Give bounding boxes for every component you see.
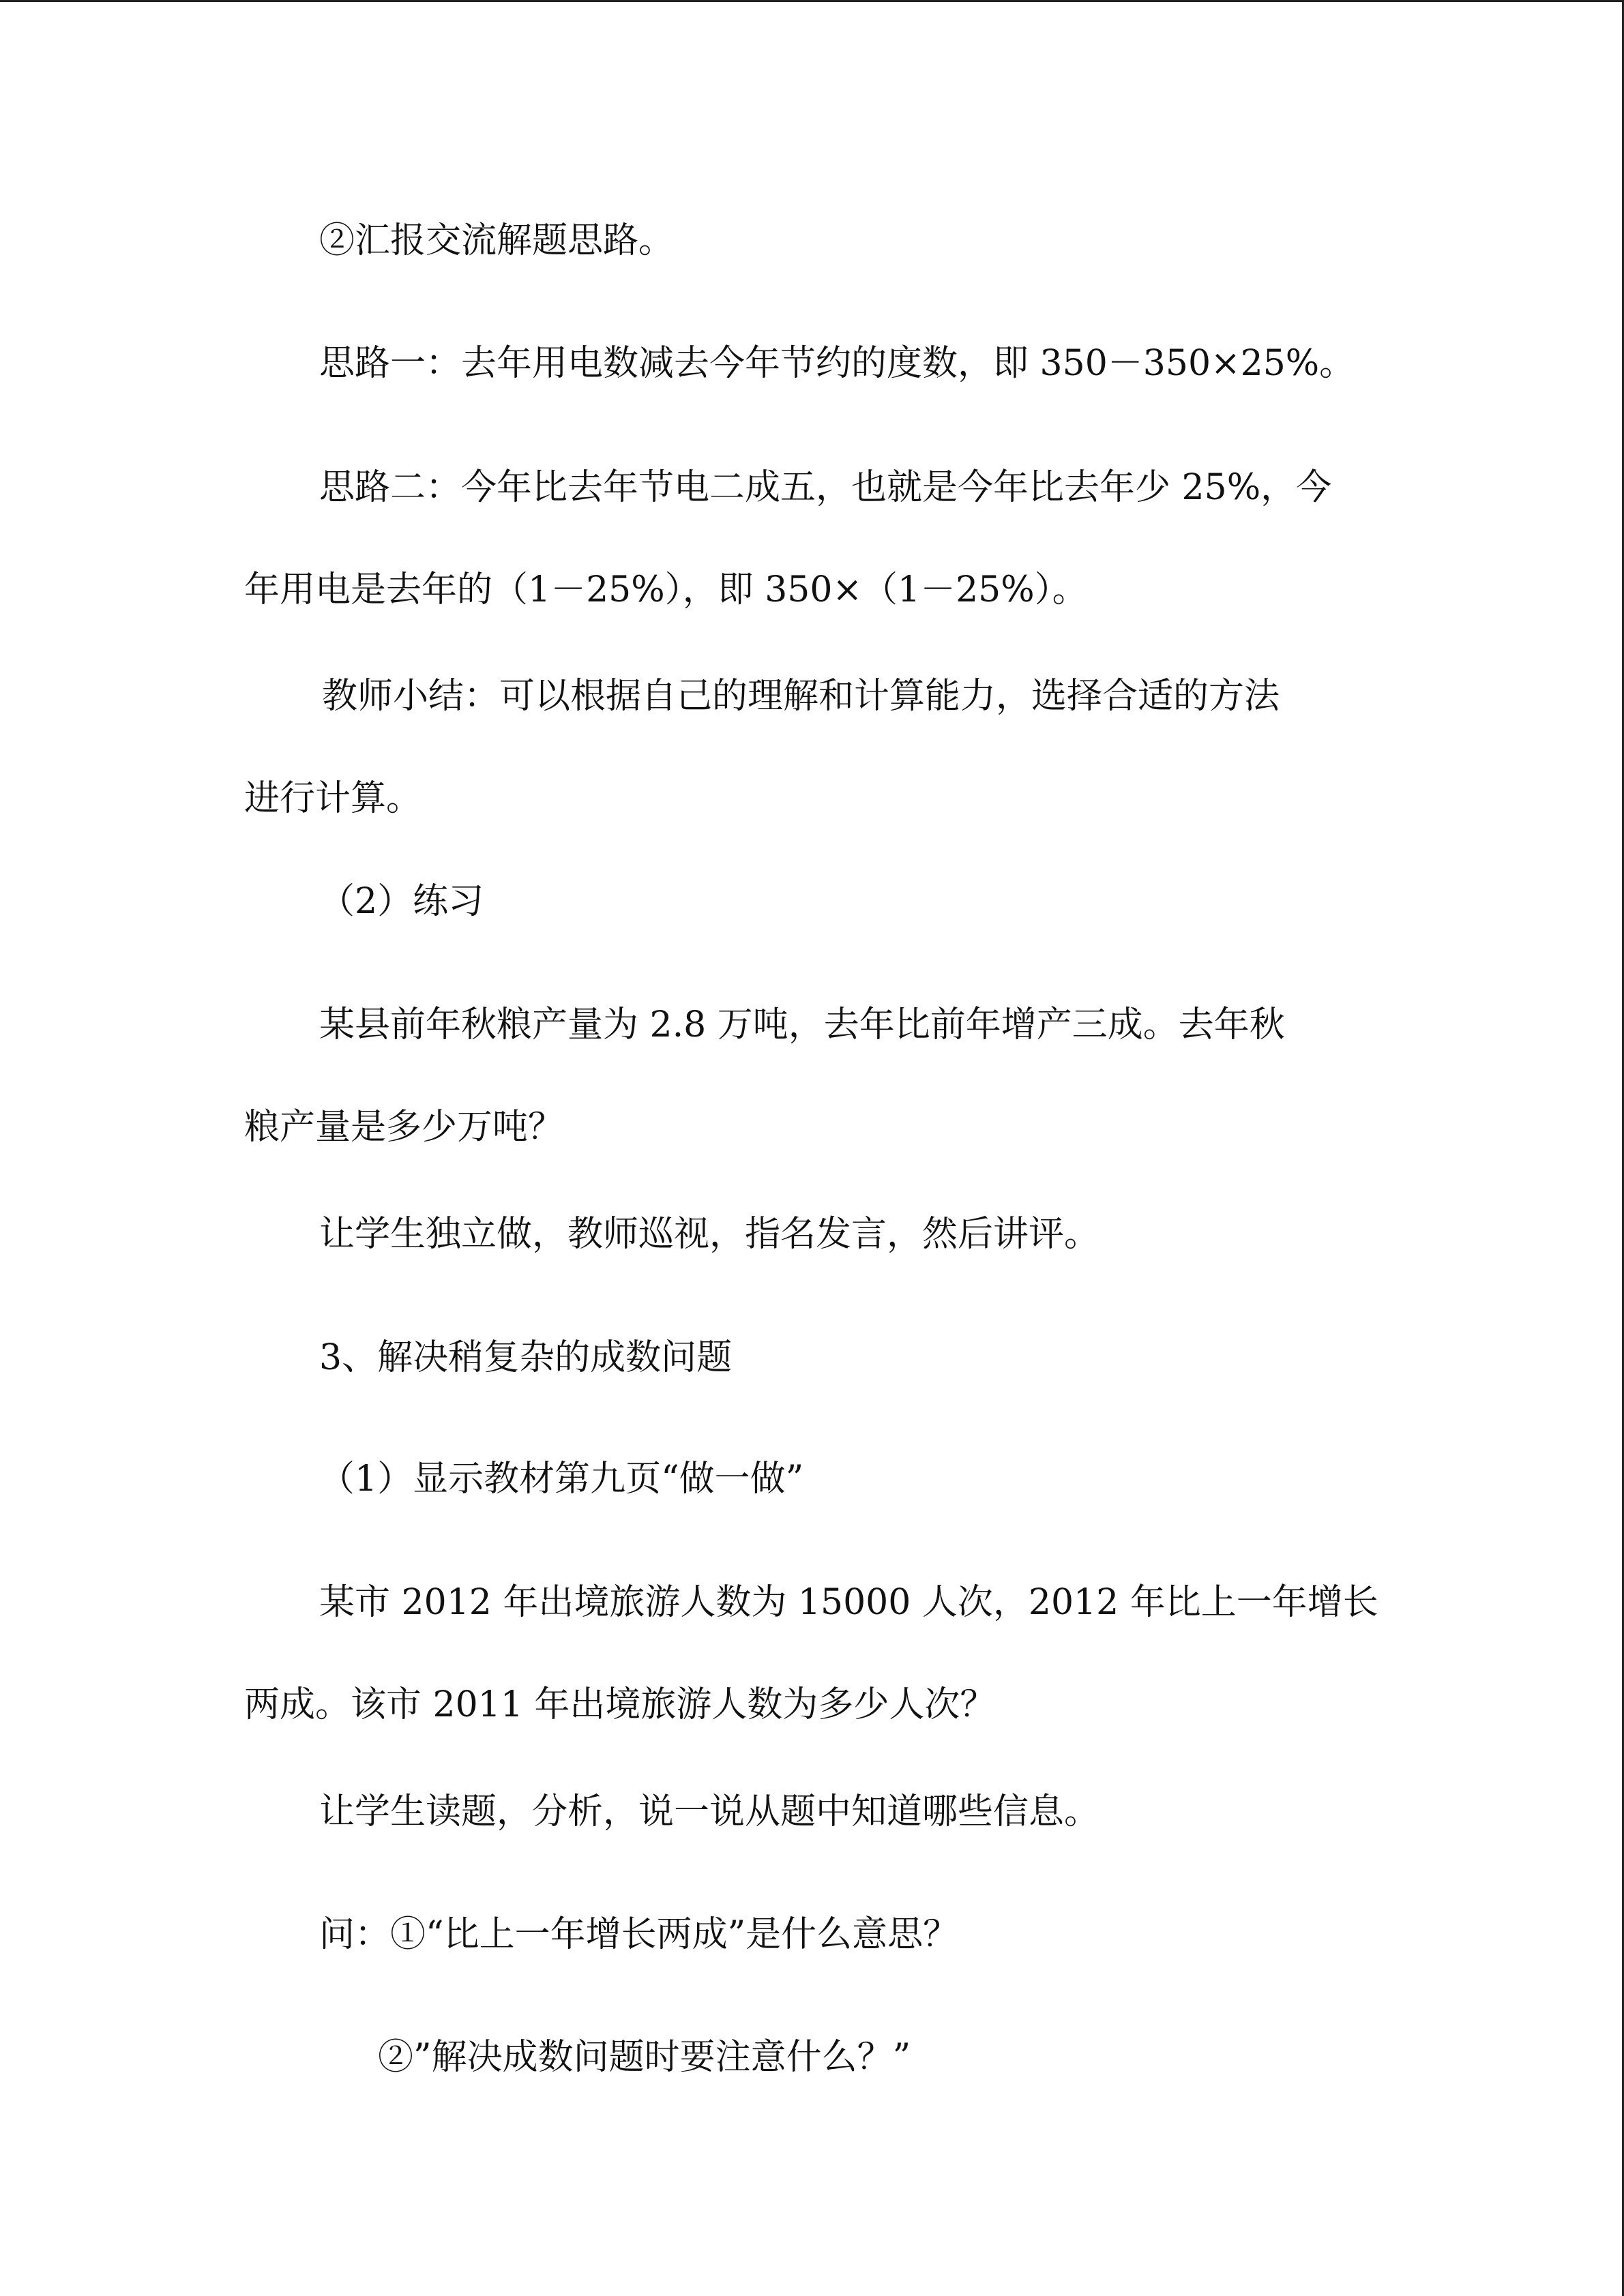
paragraph-question-two xyxy=(244,2006,1383,2108)
paragraph-approach-one xyxy=(244,312,1383,415)
paragraph-line: ②”解决成数问题时要注意什么？” xyxy=(378,2037,911,2078)
paragraph-line: 粮产量是多少万吨？ xyxy=(244,1107,564,1148)
page-top-border xyxy=(0,0,1624,2)
paragraph-approach-two xyxy=(244,436,1383,641)
paragraph-line: （1）显示教材第九页“做一做” xyxy=(319,1459,804,1500)
paragraph-independent-work xyxy=(244,1183,1383,1285)
section-heading-try-it xyxy=(244,1428,1383,1530)
paragraph-line: 年用电是去年的（1－25%），即 350×（1－25%）。 xyxy=(244,569,1088,610)
paragraph-line: （2）练习 xyxy=(319,881,484,922)
section-heading-practice xyxy=(244,850,1383,953)
paragraph-tourism-problem xyxy=(244,1551,1383,1756)
paragraph-line: 让学生读题，分析，说一说从题中知道哪些信息。 xyxy=(319,1791,1100,1832)
paragraph-line: 3、解决稍复杂的成数问题 xyxy=(319,1337,733,1378)
paragraph-line: 进行计算。 xyxy=(244,778,422,819)
paragraph-line: ②汇报交流解题思路。 xyxy=(319,220,675,261)
paragraph-line: 问：①“比上一年增长两成”是什么意思？ xyxy=(319,1914,959,1955)
paragraph-line: 教师小结：可以根据自己的理解和计算能力，选择合适的方法 xyxy=(322,676,1280,717)
paragraph-line: 某县前年秋粮产量为 2.8 万吨，去年比前年增产三成。去年秋 xyxy=(319,1004,1285,1045)
paragraph-read-and-analyze xyxy=(244,1761,1383,1863)
paragraph-question-one xyxy=(244,1883,1383,1986)
paragraph-teacher-summary xyxy=(244,645,1383,850)
paragraph-report-approach xyxy=(244,190,1383,292)
paragraph-line: 思路一：去年用电数减去今年节约的度数，即 350－350×25%。 xyxy=(319,343,1355,384)
paragraph-line: 两成。该市 2011 年出境旅游人数为多少人次？ xyxy=(244,1684,996,1725)
paragraph-line: 思路二：今年比去年节电二成五，也就是今年比去年少 25%，今 xyxy=(319,467,1332,508)
paragraph-line: 某市 2012 年出境旅游人数为 15000 人次，2012 年比上一年增长 xyxy=(319,1582,1378,1623)
paragraph-grain-problem xyxy=(244,974,1383,1178)
section-heading-complex-problems xyxy=(244,1307,1383,1409)
paragraph-line: 让学生独立做，教师巡视，指名发言，然后讲评。 xyxy=(319,1214,1100,1255)
